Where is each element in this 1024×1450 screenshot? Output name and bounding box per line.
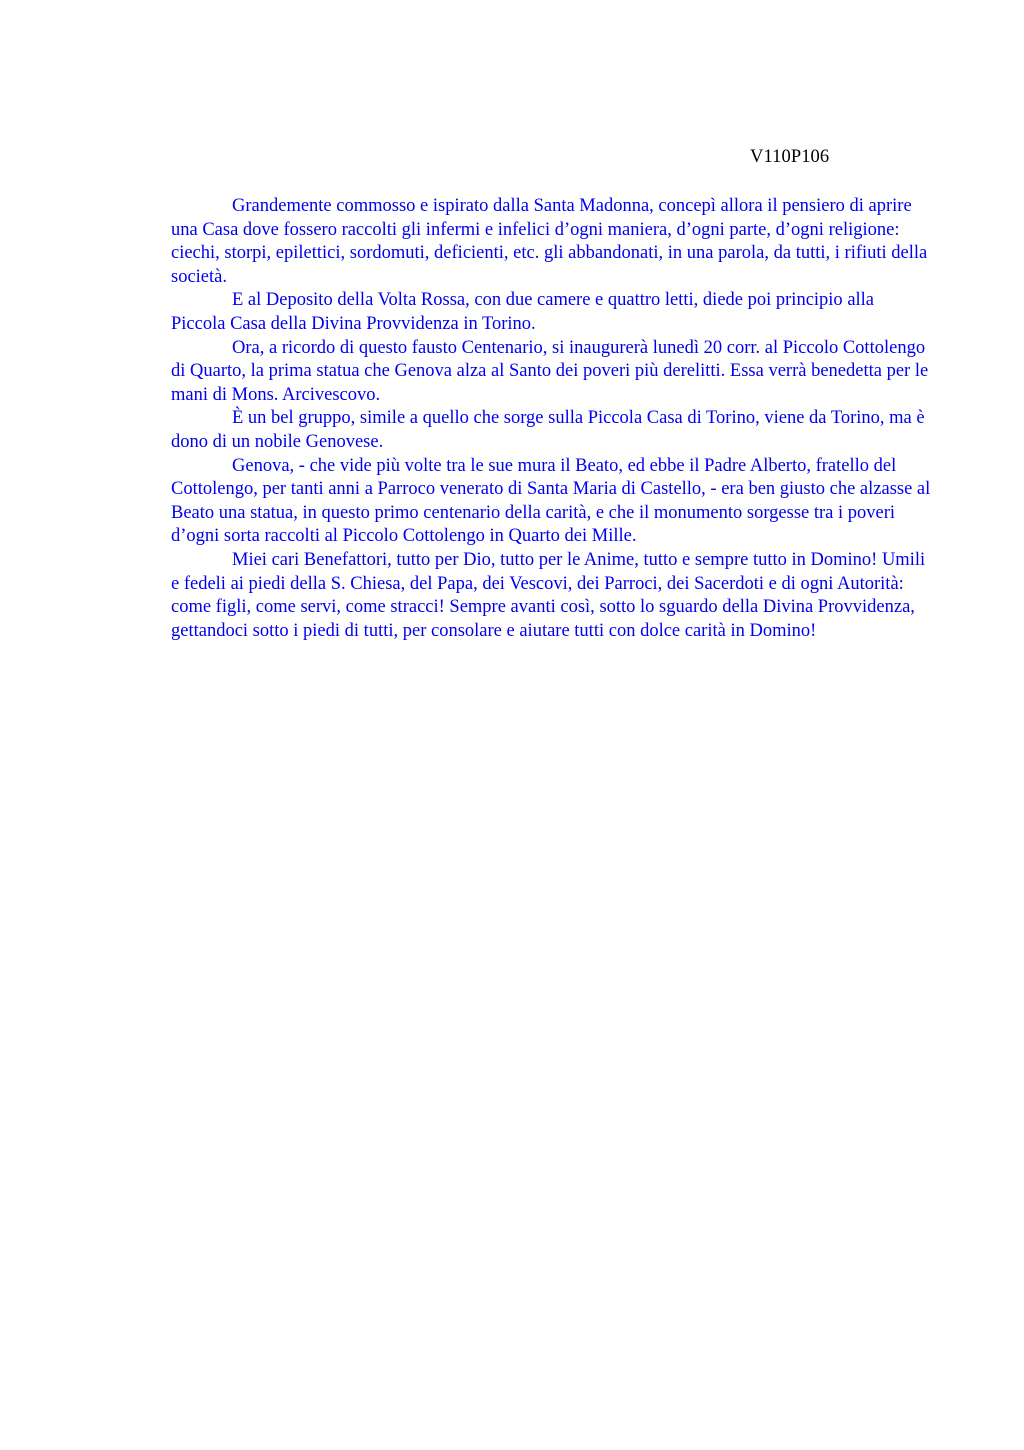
text-line: Genova, - che vide più volte tra le sue mura il Beato, ed ebbe il Padre Alberto, <box>232 455 811 476</box>
paragraph <box>171 289 931 336</box>
text-line: Miei cari Benefattori, tutto per Dio, tutto per le Anime, tutto e sempre tutto in <box>232 549 806 570</box>
text-line: Domino! Umili e fedeli ai piedi della S. Chiesa, del Papa, dei Vescovi, dei Parroci, dei <box>171 549 926 594</box>
text-line: fratello del Cottolengo, per tanti anni a Parroco venerato di Santa Maria di Castello, - era <box>171 455 897 500</box>
paragraph <box>171 455 931 549</box>
text-line: E al Deposito della Volta Rossa, con due camere e quattro letti, diede poi principio <box>232 290 843 311</box>
text-line: monumento sorgesse tra i poveri d’ogni sorta raccolti al Piccolo Cottolengo in Quarto dei <box>171 502 896 547</box>
paragraph <box>171 337 931 408</box>
text-line: parola, da tutti, i rifiuti della società. <box>171 243 928 287</box>
paragraph <box>171 407 931 454</box>
text-line: di aprire una Casa dove fossero raccolti gli infermi e infelici d’ogni maniera, d’ogni parte, <box>171 196 912 240</box>
text-line: d’ogni religione: ciechi, storpi, epilettici, sordomuti, deficienti, etc. gli abbandonati, in una <box>171 219 900 264</box>
text-line: Mille. <box>591 526 637 547</box>
text-line: sotto lo sguardo della Divina Provvidenza, gettandoci sotto i piedi di tutti, per consolare e <box>171 597 915 641</box>
text-line: Cottolengo di Quarto, la prima statua che Genova alza al Santo dei poveri più derelitti. <box>171 337 926 382</box>
text-line: Torino, ma è dono di un nobile Genovese. <box>171 408 925 452</box>
paragraph <box>171 195 931 289</box>
text-line: aiutare tutti con dolce carità in Domino! <box>519 620 817 641</box>
text-line: Ora, a ricordo di questo fausto Centenario, si inaugurerà lunedì 20 corr. al Piccolo <box>232 337 839 358</box>
page-reference: V110P106 <box>750 147 830 167</box>
text-line: Sacerdoti e di ogni Autorità: come figli, come servi, come stracci! Sempre avanti così, <box>171 573 904 618</box>
text-line: Grandemente commosso e ispirato dalla Santa Madonna, concepì allora il pensiero <box>232 196 845 216</box>
paragraph <box>171 549 931 643</box>
text-line: Essa verrà benedetta per le mani di Mons. Arcivescovo. <box>171 361 929 405</box>
text-line: ben giusto che alzasse al Beato una statua, in questo primo centenario della carità, e che il <box>171 479 931 523</box>
document-body <box>171 195 931 643</box>
text-line: È un bel gruppo, simile a quello che sorge sulla Piccola Casa di Torino, viene da <box>232 408 827 429</box>
text-line: alla Piccola Casa della Divina Provvidenza in Torino. <box>171 290 875 334</box>
